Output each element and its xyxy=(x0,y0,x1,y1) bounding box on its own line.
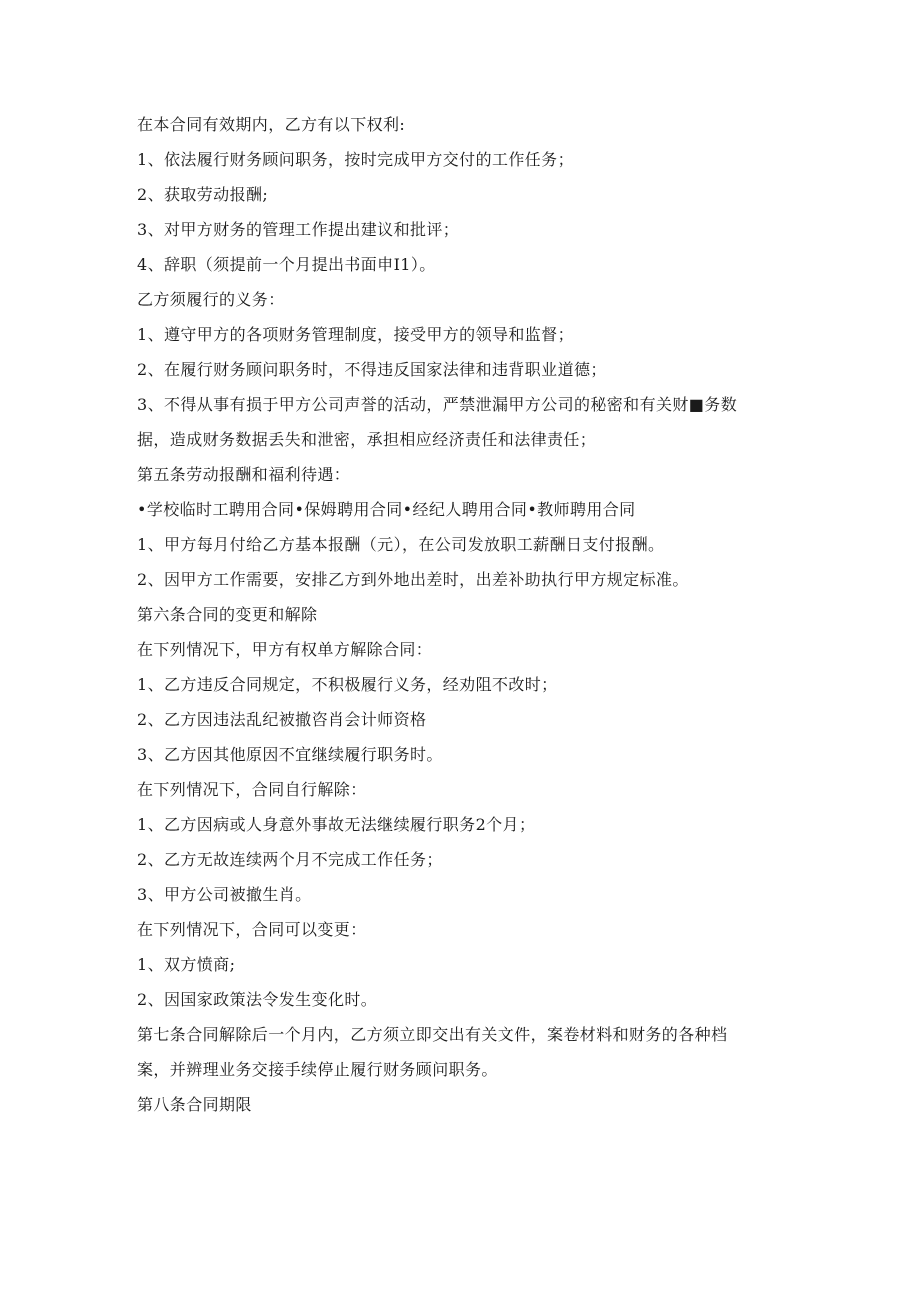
paragraph-unilateral-termination: 在下列情况下，甲方有权单方解除合同： xyxy=(137,640,433,659)
paragraph-contract-change: 在下列情况下，合同可以变更： xyxy=(137,920,367,939)
section-heading-article-7: 第七条合同解除后一个月内，乙方须立即交出有关文件，案卷材料和财务的各种档 xyxy=(137,1025,728,1044)
list-item-right-2: 2、获取劳动报酬; xyxy=(137,185,269,204)
paragraph-automatic-termination: 在下列情况下，合同自行解除： xyxy=(137,780,367,799)
section-heading-article-5: 第五条劳动报酬和福利待遇： xyxy=(137,465,351,484)
list-item-auto-3: 3、甲方公司被撤生肖。 xyxy=(137,885,312,904)
section-heading-article-8: 第八条合同期限 xyxy=(137,1095,252,1114)
related-contracts-line: •学校临时工聘用合同•保姆聘用合同•经纪人聘用合同•教师聘用合同 xyxy=(137,500,636,519)
list-item-right-1: 1、依法履行财务顾问职务，按时完成甲方交付的工作任务； xyxy=(137,150,574,169)
section-heading-article-6: 第六条合同的变更和解除 xyxy=(137,605,318,624)
list-item-duty-3-continued: 据，造成财务数据丢失和泄密，承担相应经济责任和法律责任； xyxy=(137,430,597,449)
list-item-duty-3: 3、不得从事有损于甲方公司声誉的活动，严禁泄漏甲方公司的秘密和有关财■务数 xyxy=(137,395,738,414)
list-item-termination-3: 3、乙方因其他原因不宜继续履行职务时。 xyxy=(137,745,443,764)
list-item-auto-2: 2、乙方无故连续两个月不完成工作任务； xyxy=(137,850,443,869)
list-item-duty-1: 1、遵守甲方的各项财务管理制度，接受甲方的领导和监督； xyxy=(137,325,574,344)
list-item-change-2: 2、因国家政策法令发生变化时。 xyxy=(137,990,378,1009)
list-item-termination-2: 2、乙方因违法乱纪被撤咨肖会计师资格 xyxy=(137,710,427,729)
list-item-pay-2: 2、因甲方工作需要，安排乙方到外地出差时，出差补助执行甲方规定标准。 xyxy=(137,570,689,589)
section-article-7-continued: 案，并辨理业务交接手续停止履行财务顾问职务。 xyxy=(137,1060,498,1079)
list-item-right-4: 4、辞职（须提前一个月提出书面申I1）。 xyxy=(137,255,436,274)
list-item-duty-2: 2、在履行财务顾问职务时，不得违反国家法律和违背职业道德； xyxy=(137,360,607,379)
list-item-auto-1: 1、乙方因病或人身意外事故无法继续履行职务2个月； xyxy=(137,815,536,834)
list-item-pay-1: 1、甲方每月付给乙方基本报酬（元），在公司发放职工薪酬日支付报酬。 xyxy=(137,535,665,554)
list-item-termination-1: 1、乙方违反合同规定，不积极履行义务，经劝阻不改时； xyxy=(137,675,558,694)
paragraph-rights-intro: 在本合同有效期内，乙方有以下权利: xyxy=(137,115,406,134)
list-item-right-3: 3、对甲方财务的管理工作提出建议和批评； xyxy=(137,220,460,239)
document-body xyxy=(137,112,797,1127)
paragraph-duties-intro: 乙方须履行的义务： xyxy=(137,290,285,309)
list-item-change-1: 1、双方愤商; xyxy=(137,955,236,974)
